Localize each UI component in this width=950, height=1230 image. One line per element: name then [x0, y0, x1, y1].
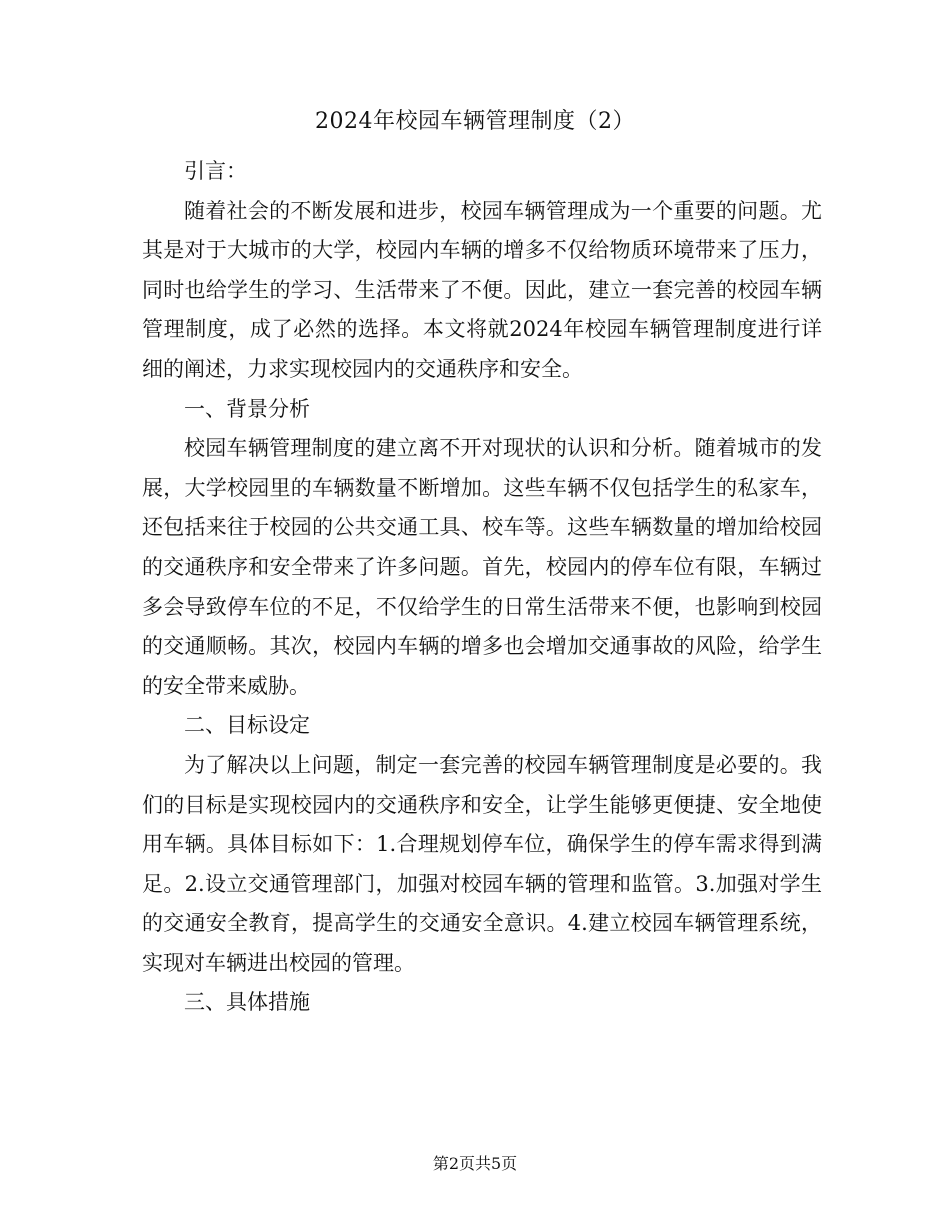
section-heading-measures: 三、具体措施 — [184, 990, 310, 1015]
section-heading-goals: 二、目标设定 — [184, 713, 310, 738]
page-number: 第2页共5页 — [432, 1154, 518, 1173]
background-paragraph: 校园车辆管理制度的建立离不开对现状的认识和分析。随着城市的发展，大学校园里的车辆数量不断增加。这些车辆不仅包括学生的私家车，还包括来往于校园的公共交通工具、校车等。这些车辆数量的增加给校园的交通秩序和安全带来了许多问题。首先，校园内的停车位有限，车辆过多会导致停车位的不足，不仅给学生的日常生活带来不便，也影响到校园的交通顺畅。其次，校园内车辆的增多也会增加交通事故的风险，给学生的安全带来威胁。 — [142, 436, 822, 698]
document-body — [142, 152, 822, 1023]
intro-label: 引言： — [184, 159, 247, 183]
document-title: 2024年校园车辆管理制度（2） — [315, 109, 635, 134]
section-heading-background: 一、背景分析 — [184, 396, 310, 421]
intro-paragraph: 随着社会的不断发展和进步，校园车辆管理成为一个重要的问题。尤其是对于大城市的大学，校园内车辆的增多不仅给物质环境带来了压力，同时也给学生的学习、生活带来了不便。因此，建立一套完善的校园车辆管理制度，成了必然的选择。本文将就2024年校园车辆管理制度进行详细的阐述，力求实现校园内的交通秩序和安全。 — [142, 198, 822, 381]
goals-paragraph: 为了解决以上问题，制定一套完善的校园车辆管理制度是必要的。我们的目标是实现校园内的交通秩序和安全，让学生能够更便捷、安全地使用车辆。具体目标如下：1.合理规划停车位，确保学生的停车需求得到满足。2.设立交通管理部门，加强对校园车辆的管理和监管。3.加强对学生的交通安全教育，提高学生的交通安全意识。4.建立校园车辆管理系统，实现对车辆进出校园的管理。 — [142, 752, 822, 975]
